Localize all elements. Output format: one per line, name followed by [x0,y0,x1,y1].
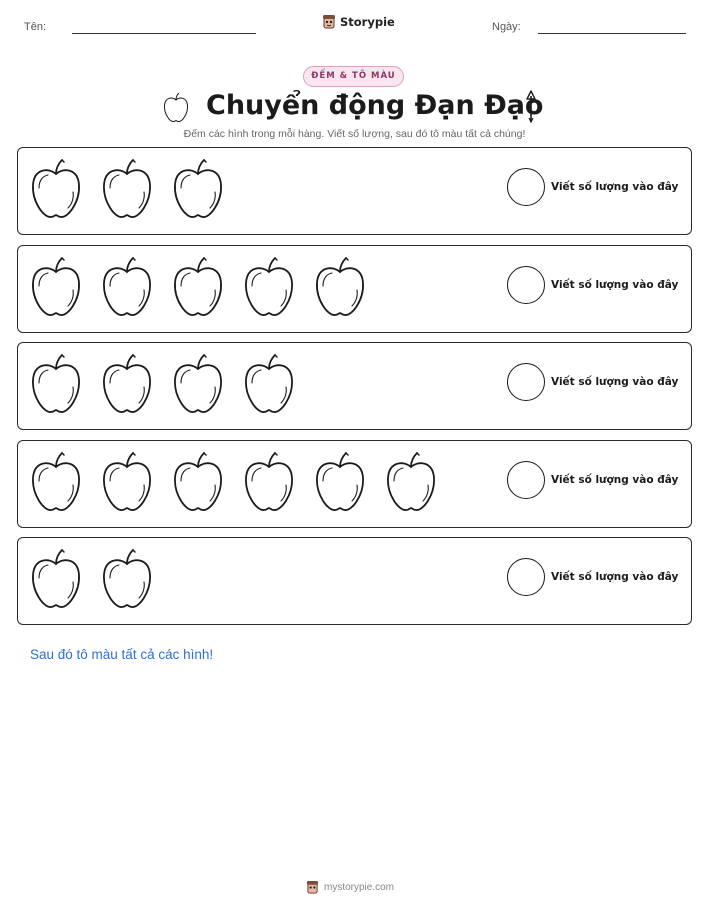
apple-icon [383,451,439,515]
apple-icon [312,451,368,515]
apple-icon [99,451,155,515]
answer-label: Viết số lượng vào đây [551,571,679,583]
counting-row [17,245,692,333]
answer-circle[interactable] [507,558,545,596]
category-badge: ĐẾM & TÔ MÀU [303,66,404,87]
date-field[interactable] [538,33,686,34]
apple-icon [170,158,226,222]
site-url: mystorypie.com [324,882,395,893]
date-label: Ngày: [492,21,521,33]
apple-icon [28,158,84,222]
worksheet-header [0,14,709,44]
apple-icon [28,353,84,417]
answer-label: Viết số lượng vào đây [551,474,679,486]
answer-circle[interactable] [507,363,545,401]
answer-label: Viết số lượng vào đây [551,181,679,193]
brand [322,14,395,30]
title-row [0,88,709,128]
storypie-logo-icon [322,14,336,30]
apple-icon [99,353,155,417]
name-field[interactable] [72,33,256,34]
name-label: Tên: [24,21,47,33]
apple-icon [99,256,155,320]
apple-icon [241,353,297,417]
answer-circle[interactable] [507,168,545,206]
apple-icon [241,451,297,515]
brand-name: Storypie [340,15,395,29]
apple-icon [241,256,297,320]
apple-icon [170,353,226,417]
site-footer [306,880,394,895]
counting-row [17,440,692,528]
apple-icon [28,256,84,320]
counting-row [17,147,692,235]
apple-icon [170,451,226,515]
answer-circle[interactable] [507,461,545,499]
apple-icon [99,158,155,222]
answer-label: Viết số lượng vào đây [551,376,679,388]
page-title: Chuyển động Đạn Đạo [206,90,544,121]
apple-icon [28,548,84,612]
apple-icon [162,92,190,124]
instructions: Đếm các hình trong mỗi hàng. Viết số lượng, sau đó tô màu tất cả chúng! [183,128,526,140]
storypie-logo-icon [306,880,319,895]
footer-instruction: Sau đó tô màu tất cả các hình! [30,647,214,662]
counting-row [17,537,692,625]
counting-row [17,342,692,430]
answer-circle[interactable] [507,266,545,304]
answer-label: Viết số lượng vào đây [551,279,679,291]
apple-icon [28,451,84,515]
apple-icon [312,256,368,320]
arrow-icon [524,90,538,124]
apple-icon [170,256,226,320]
apple-icon [99,548,155,612]
